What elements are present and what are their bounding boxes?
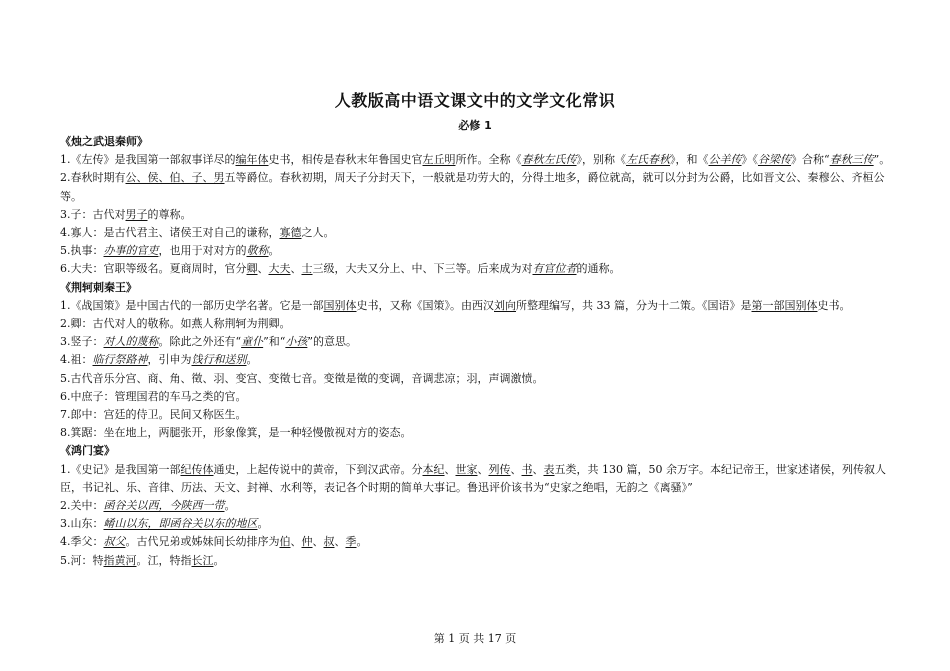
list-item	[60, 260, 900, 278]
emphasized-term: 列传	[488, 462, 511, 476]
emphasized-term: 第一部国别体	[751, 298, 818, 312]
list-item	[60, 533, 900, 551]
section-heading: 《烛之武退秦师》	[60, 135, 148, 148]
list-item	[60, 351, 900, 369]
emphasized-term: 饯行和送别	[191, 353, 247, 367]
emphasized-term: 世家	[455, 462, 478, 476]
text-segment: 。古代兄弟或姊妹间长幼排序为	[125, 535, 280, 549]
list-item	[60, 315, 900, 333]
list-item	[60, 333, 900, 351]
emphasized-term: 大夫	[268, 262, 291, 276]
text-segment: 、	[312, 535, 324, 549]
emphasized-term: 小孩	[285, 335, 308, 349]
text-segment: 2.卿：古代对人的敬称。如燕人称荆轲为荆卿。	[60, 317, 291, 331]
text-segment: 8.箕踞：坐在地上，两腿张开，形象像箕，是一种轻慢傲视对方的姿态。	[60, 426, 412, 440]
text-segment: 、	[290, 535, 302, 549]
emphasized-term: 敬称	[246, 244, 269, 258]
text-segment: 的尊称。	[147, 207, 192, 221]
document-body	[60, 133, 900, 570]
list-item	[60, 370, 900, 388]
text-segment: 5.古代音乐分宫、商、角、徵、羽、变宫、变徵七音。变徵是徵的变调，音调悲凉；羽，声调激愤。	[60, 371, 544, 385]
text-segment: ，也用于对对方的	[158, 244, 247, 258]
list-item	[60, 406, 900, 424]
emphasized-term: 叔父	[103, 535, 126, 549]
text-segment: 。	[246, 353, 258, 367]
emphasized-term: 春秋三传	[829, 153, 874, 167]
text-segment: 2.春秋时期有	[60, 171, 126, 185]
text-segment: 五类，共 130 篇，50 余万字。本纪记帝王，世家述诸侯，列传叙人臣，书记礼、乐、音律、历法、天文、封禅、水利等，表记各个时期的简单大事记。鲁迅评价该书为“史家之绝唱，无韵之《离骚》”	[60, 462, 886, 494]
text-segment: 1.《史记》是我国第一部	[60, 462, 181, 476]
text-segment: 1.《战国策》是中国古代的一部历史学名著。它是一部	[60, 298, 324, 312]
emphasized-term: 国别体	[323, 298, 357, 312]
text-segment: 史书，相传是春秋末年鲁国史官	[268, 153, 423, 167]
section-heading: 《鸿门宴》	[60, 444, 115, 458]
emphasized-term: 临行祭路神	[92, 353, 148, 367]
text-segment: ”的意思。	[307, 335, 357, 349]
text-segment: 1.《左传》是我国第一部叙事详尽的	[60, 153, 236, 167]
text-segment: 6.中庶子：管理国君的车马之类的官。	[60, 389, 247, 403]
emphasized-term: 左氏春秋	[626, 153, 670, 167]
list-item	[60, 552, 900, 570]
emphasized-term: 崤山以东，即函谷关以东的地区	[103, 517, 258, 531]
text-segment: 4.祖：	[60, 353, 93, 367]
text-segment: 之人。	[301, 226, 335, 240]
text-segment: 》，别称《	[576, 153, 626, 167]
page-footer: 第 1 页 共 17 页	[433, 632, 517, 645]
text-segment: 》《	[741, 153, 758, 167]
list-item	[60, 497, 900, 515]
emphasized-term: 长江	[191, 553, 214, 567]
emphasized-term: 卿	[246, 262, 258, 276]
section-heading: 《荆轲刺秦王》	[60, 280, 137, 294]
emphasized-term: 函谷关以西，今陕西一带	[103, 499, 225, 513]
text-segment: 》合称“	[791, 153, 830, 167]
text-segment: 、	[477, 462, 489, 476]
text-segment: 7.郎中：宫廷的侍卫。民间又称医生。	[60, 408, 247, 422]
text-segment: 三级，大夫又分上、中、下三等。后来成为对	[312, 262, 533, 276]
emphasized-term: 仲	[301, 535, 313, 549]
list-item	[60, 151, 900, 169]
text-segment: 5.河：特	[60, 553, 104, 567]
list-item	[60, 388, 900, 406]
emphasized-term: 公、侯、伯、子、男	[125, 171, 225, 185]
text-segment: 4.寡人：是古代君主、诸侯王对自己的谦称，	[60, 226, 280, 240]
text-segment: 6.大夫：官职等级名。夏商周时，官分	[60, 262, 247, 276]
list-item	[60, 424, 900, 442]
emphasized-term: 春秋左氏传	[521, 153, 577, 167]
text-segment: 4.季父：	[60, 535, 104, 549]
text-segment: 3.子：古代对	[60, 207, 126, 221]
text-segment: 、	[290, 262, 302, 276]
text-segment: 3.山东：	[60, 517, 104, 531]
emphasized-term: 有官位者	[532, 262, 577, 276]
document-subtitle: 必修 1	[458, 119, 492, 132]
emphasized-term: 公羊传	[708, 153, 742, 167]
text-segment: 的通称。	[576, 262, 621, 276]
list-item	[60, 461, 900, 497]
text-segment: 史书。	[817, 298, 851, 312]
text-segment: 、	[532, 462, 544, 476]
emphasized-term: 寡德	[279, 226, 302, 240]
emphasized-term: 表	[543, 462, 555, 476]
emphasized-term: 书	[521, 462, 533, 476]
emphasized-term: 叔	[323, 535, 335, 549]
emphasized-term: 纪传体	[180, 462, 214, 476]
text-segment: ”和“	[263, 335, 286, 349]
text-segment: 5.执事：	[60, 244, 104, 258]
text-segment: 。	[224, 499, 236, 513]
list-item	[60, 515, 900, 533]
list-item	[60, 242, 900, 260]
text-segment: 。	[213, 553, 225, 567]
emphasized-term: 本纪	[422, 462, 445, 476]
document-title: 人教版高中语文课文中的文学文化常识	[334, 91, 616, 110]
list-item	[60, 224, 900, 242]
emphasized-term: 对人的蔑称	[103, 335, 159, 349]
emphasized-term: 男子	[125, 207, 148, 221]
text-segment: 》，和《	[670, 153, 709, 167]
text-segment: 2.关中：	[60, 499, 104, 513]
text-segment: 。	[268, 244, 280, 258]
emphasized-term: 左丘明	[422, 153, 456, 167]
text-segment: 3.竖子：	[60, 335, 104, 349]
text-segment: 。	[257, 517, 269, 531]
emphasized-term: 季	[345, 535, 357, 549]
text-segment: 。除此之外还有“	[158, 335, 242, 349]
text-segment: 史书，又称《国策》。由西汉	[356, 298, 494, 312]
text-segment: 、	[257, 262, 269, 276]
emphasized-term: 士	[301, 262, 313, 276]
emphasized-term: 童仆	[241, 335, 264, 349]
text-segment: 、	[334, 535, 346, 549]
emphasized-term: 指黄河	[103, 553, 137, 567]
text-segment: 、	[444, 462, 456, 476]
emphasized-term: 编年体	[235, 153, 269, 167]
list-item	[60, 169, 900, 205]
emphasized-term: 伯	[279, 535, 291, 549]
text-segment: ”。	[873, 153, 891, 167]
text-segment: 。	[356, 535, 368, 549]
text-segment: 通史，上起传说中的黄帝，下到汉武帝。分	[213, 462, 423, 476]
text-segment: 所整理编写，共 33 篇，分为十二策。《国语》是	[516, 298, 752, 312]
emphasized-term: 谷梁传	[758, 153, 791, 167]
emphasized-term: 办事的官吏	[103, 244, 159, 258]
emphasized-term: 刘向	[494, 298, 516, 312]
text-segment: 五等爵位。春秋初期，周天子分封天下，一般就是功劳大的，分得土地多，爵位就高，就可以分封为公爵，比如晋文公、秦穆公、齐桓公等。	[60, 171, 885, 203]
text-segment: 。江，特指	[136, 553, 192, 567]
list-item	[60, 297, 900, 315]
text-segment: 所作。全称《	[455, 153, 522, 167]
text-segment: ，引申为	[147, 353, 192, 367]
text-segment: 、	[510, 462, 522, 476]
list-item	[60, 206, 900, 224]
